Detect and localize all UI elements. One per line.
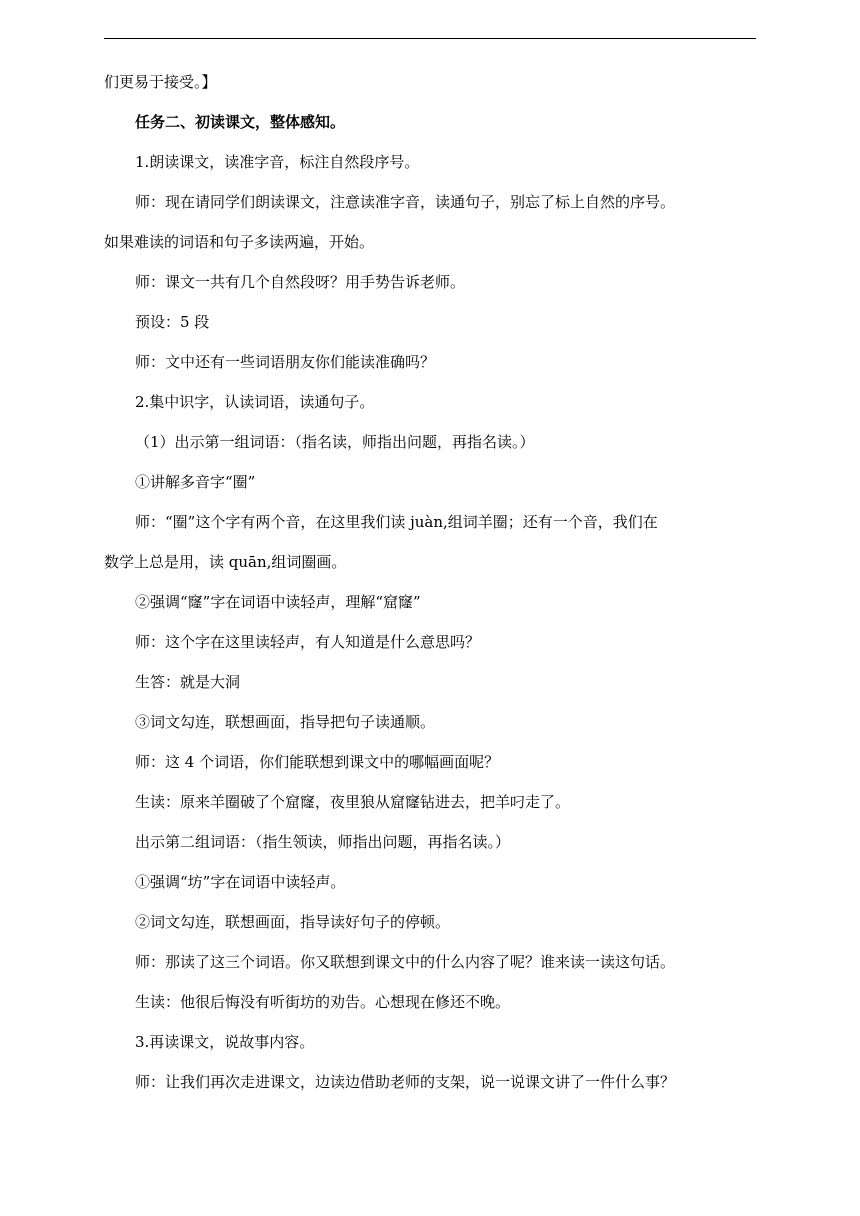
paragraph-line: ③词文勾连，联想画面，指导把句子读通顺。	[135, 713, 436, 731]
paragraph-line: 预设：5 段	[135, 313, 210, 331]
paragraph-line: （1）出示第一组词语：（指名读，师指出问题，再指名读。）	[135, 433, 535, 451]
paragraph-line: ②强调“窿”字在词语中读轻声，理解“窟窿”	[135, 593, 421, 611]
paragraph-line: 数学上总是用，读 quān,组词圈画。	[104, 553, 347, 571]
paragraph-line: 师：文中还有一些词语朋友你们能读准确吗？	[135, 353, 436, 371]
paragraph-line: ①讲解多音字“圈”	[135, 473, 256, 491]
paragraph-line: ②词文勾连，联想画面，指导读好句子的停顿。	[135, 913, 451, 931]
paragraph-line: 师：这个字在这里读轻声，有人知道是什么意思吗？	[135, 633, 481, 651]
paragraph-line: 1.朗读课文，读准字音，标注自然段序号。	[135, 153, 420, 171]
paragraph-line: 师：课文一共有几个自然段呀？用手势告诉老师。	[135, 273, 466, 291]
paragraph-line: 2.集中识字，认读词语，读通句子。	[135, 393, 375, 411]
paragraph-line: 生读：他很后悔没有听街坊的劝告。心想现在修还不晚。	[135, 993, 511, 1011]
section-heading: 任务二、初读课文，整体感知。	[135, 113, 346, 131]
paragraph-line: 师：“圈”这个字有两个音，在这里我们读 juàn,组词羊圈；还有一个音，我们在	[135, 513, 658, 531]
paragraph-line: 生读：原来羊圈破了个窟窿，夜里狼从窟窿钻进去，把羊叼走了。	[135, 793, 571, 811]
document-body	[104, 72, 756, 1112]
paragraph-line: 如果难读的词语和句子多读两遍，开始。	[104, 233, 375, 251]
paragraph-line: 生答：就是大洞	[135, 673, 241, 691]
header-rule	[104, 38, 756, 39]
paragraph-line: 出示第二组词语：（指生领读，师指出问题，再指名读。）	[135, 833, 511, 851]
paragraph-line: 们更易于接受。】	[104, 73, 217, 91]
paragraph-line: ①强调“坊”字在词语中读轻声。	[135, 873, 346, 891]
paragraph-line: 师：现在请同学们朗读课文，注意读准字音，读通句子，别忘了标上自然的序号。	[135, 193, 676, 211]
paragraph-line: 师：这 4 个词语，你们能联想到课文中的哪幅画面呢？	[135, 753, 500, 771]
paragraph-line: 3.再读课文，说故事内容。	[135, 1033, 315, 1051]
paragraph-line: 师：让我们再次走进课文，边读边借助老师的支架，说一说课文讲了一件什么事？	[135, 1073, 676, 1091]
paragraph-line: 师：那读了这三个词语。你又联想到课文中的什么内容了呢？谁来读一读这句话。	[135, 953, 676, 971]
